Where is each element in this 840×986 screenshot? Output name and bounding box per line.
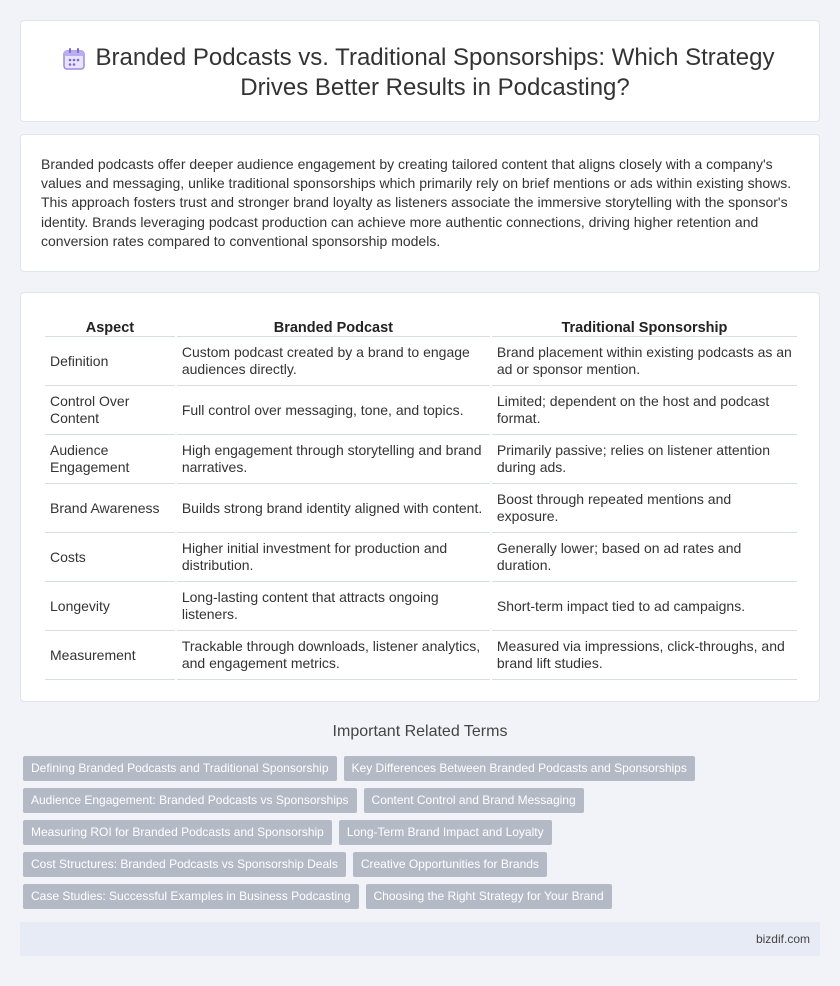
row-aspect: Measurement (45, 631, 175, 680)
row-sponsorship: Limited; dependent on the host and podcast format. (492, 386, 797, 435)
table-row (45, 484, 797, 533)
table-row (45, 582, 797, 631)
related-term-tag[interactable]: Key Differences Between Branded Podcasts and Sponsorships (344, 756, 695, 781)
row-aspect: Longevity (45, 582, 175, 631)
row-aspect: Audience Engagement (45, 435, 175, 484)
row-sponsorship: Generally lower; based on ad rates and duration. (492, 533, 797, 582)
row-branded: Trackable through downloads, listener analytics, and engagement metrics. (177, 631, 490, 680)
comparison-table (43, 315, 799, 680)
intro-paragraph: Branded podcasts offer deeper audience engagement by creating tailored content that aligns closely with a company's values and messaging, unlike traditional sponsorships which primarily rely on brief mentions or ads within existing shows. This approach fosters trust and stronger brand loyalty as listeners associate the immersive storytelling with the sponsor's identity. Brands leveraging podcast production can achieve more authentic connections, driving higher retention and conversion rates compared to conventional sponsorship models. (41, 156, 792, 249)
intro-card (20, 134, 820, 272)
row-sponsorship: Primarily passive; relies on listener attention during ads. (492, 435, 797, 484)
related-term-tag[interactable]: Creative Opportunities for Brands (353, 852, 547, 877)
footer-site-link[interactable]: bizdif.com (755, 932, 810, 946)
related-term-tag[interactable]: Audience Engagement: Branded Podcasts vs Sponsorships (23, 788, 357, 813)
row-sponsorship: Boost through repeated mentions and exposure. (492, 484, 797, 533)
comparison-card (20, 292, 820, 702)
row-aspect: Brand Awareness (45, 484, 175, 533)
table-row (45, 435, 797, 484)
table-row (45, 386, 797, 435)
related-term-tag[interactable]: Content Control and Brand Messaging (364, 788, 584, 813)
related-term-tag[interactable]: Case Studies: Successful Examples in Business Podcasting (23, 884, 359, 909)
related-term-tag[interactable]: Measuring ROI for Branded Podcasts and Sponsorship (23, 820, 332, 845)
row-branded: Higher initial investment for production and distribution. (177, 533, 490, 582)
row-aspect: Control Over Content (45, 386, 175, 435)
related-term-tag[interactable]: Cost Structures: Branded Podcasts vs Sponsorship Deals (23, 852, 346, 877)
table-row (45, 533, 797, 582)
row-sponsorship: Short-term impact tied to ad campaigns. (492, 582, 797, 631)
page-title: Branded Podcasts vs. Traditional Sponsorships: Which Strategy Drives Better Results in Podcasting? (95, 44, 775, 101)
header-branded-podcast: Branded Podcast (177, 315, 490, 337)
title-card (20, 20, 820, 122)
related-term-tag[interactable]: Choosing the Right Strategy for Your Brand (366, 884, 612, 909)
related-terms-heading: Important Related Terms (332, 723, 508, 740)
header-aspect: Aspect (45, 315, 175, 337)
row-branded: Custom podcast created by a brand to engage audiences directly. (177, 337, 490, 386)
related-term-tag[interactable]: Defining Branded Podcasts and Traditional Sponsorship (23, 756, 337, 781)
row-aspect: Costs (45, 533, 175, 582)
row-branded: Full control over messaging, tone, and topics. (177, 386, 490, 435)
row-sponsorship: Measured via impressions, click-throughs, and brand lift studies. (492, 631, 797, 680)
header-traditional-sponsorship: Traditional Sponsorship (492, 315, 797, 337)
row-branded: Builds strong brand identity aligned with content. (177, 484, 490, 533)
row-sponsorship: Brand placement within existing podcasts as an ad or sponsor mention. (492, 337, 797, 386)
row-aspect: Definition (45, 337, 175, 386)
related-terms-list (23, 756, 813, 916)
table-row (45, 337, 797, 386)
footer (20, 922, 820, 956)
table-row (45, 631, 797, 680)
table-header-row (45, 315, 797, 337)
related-term-tag[interactable]: Long-Term Brand Impact and Loyalty (339, 820, 552, 845)
row-branded: Long-lasting content that attracts ongoing listeners. (177, 582, 490, 631)
row-branded: High engagement through storytelling and brand narratives. (177, 435, 490, 484)
